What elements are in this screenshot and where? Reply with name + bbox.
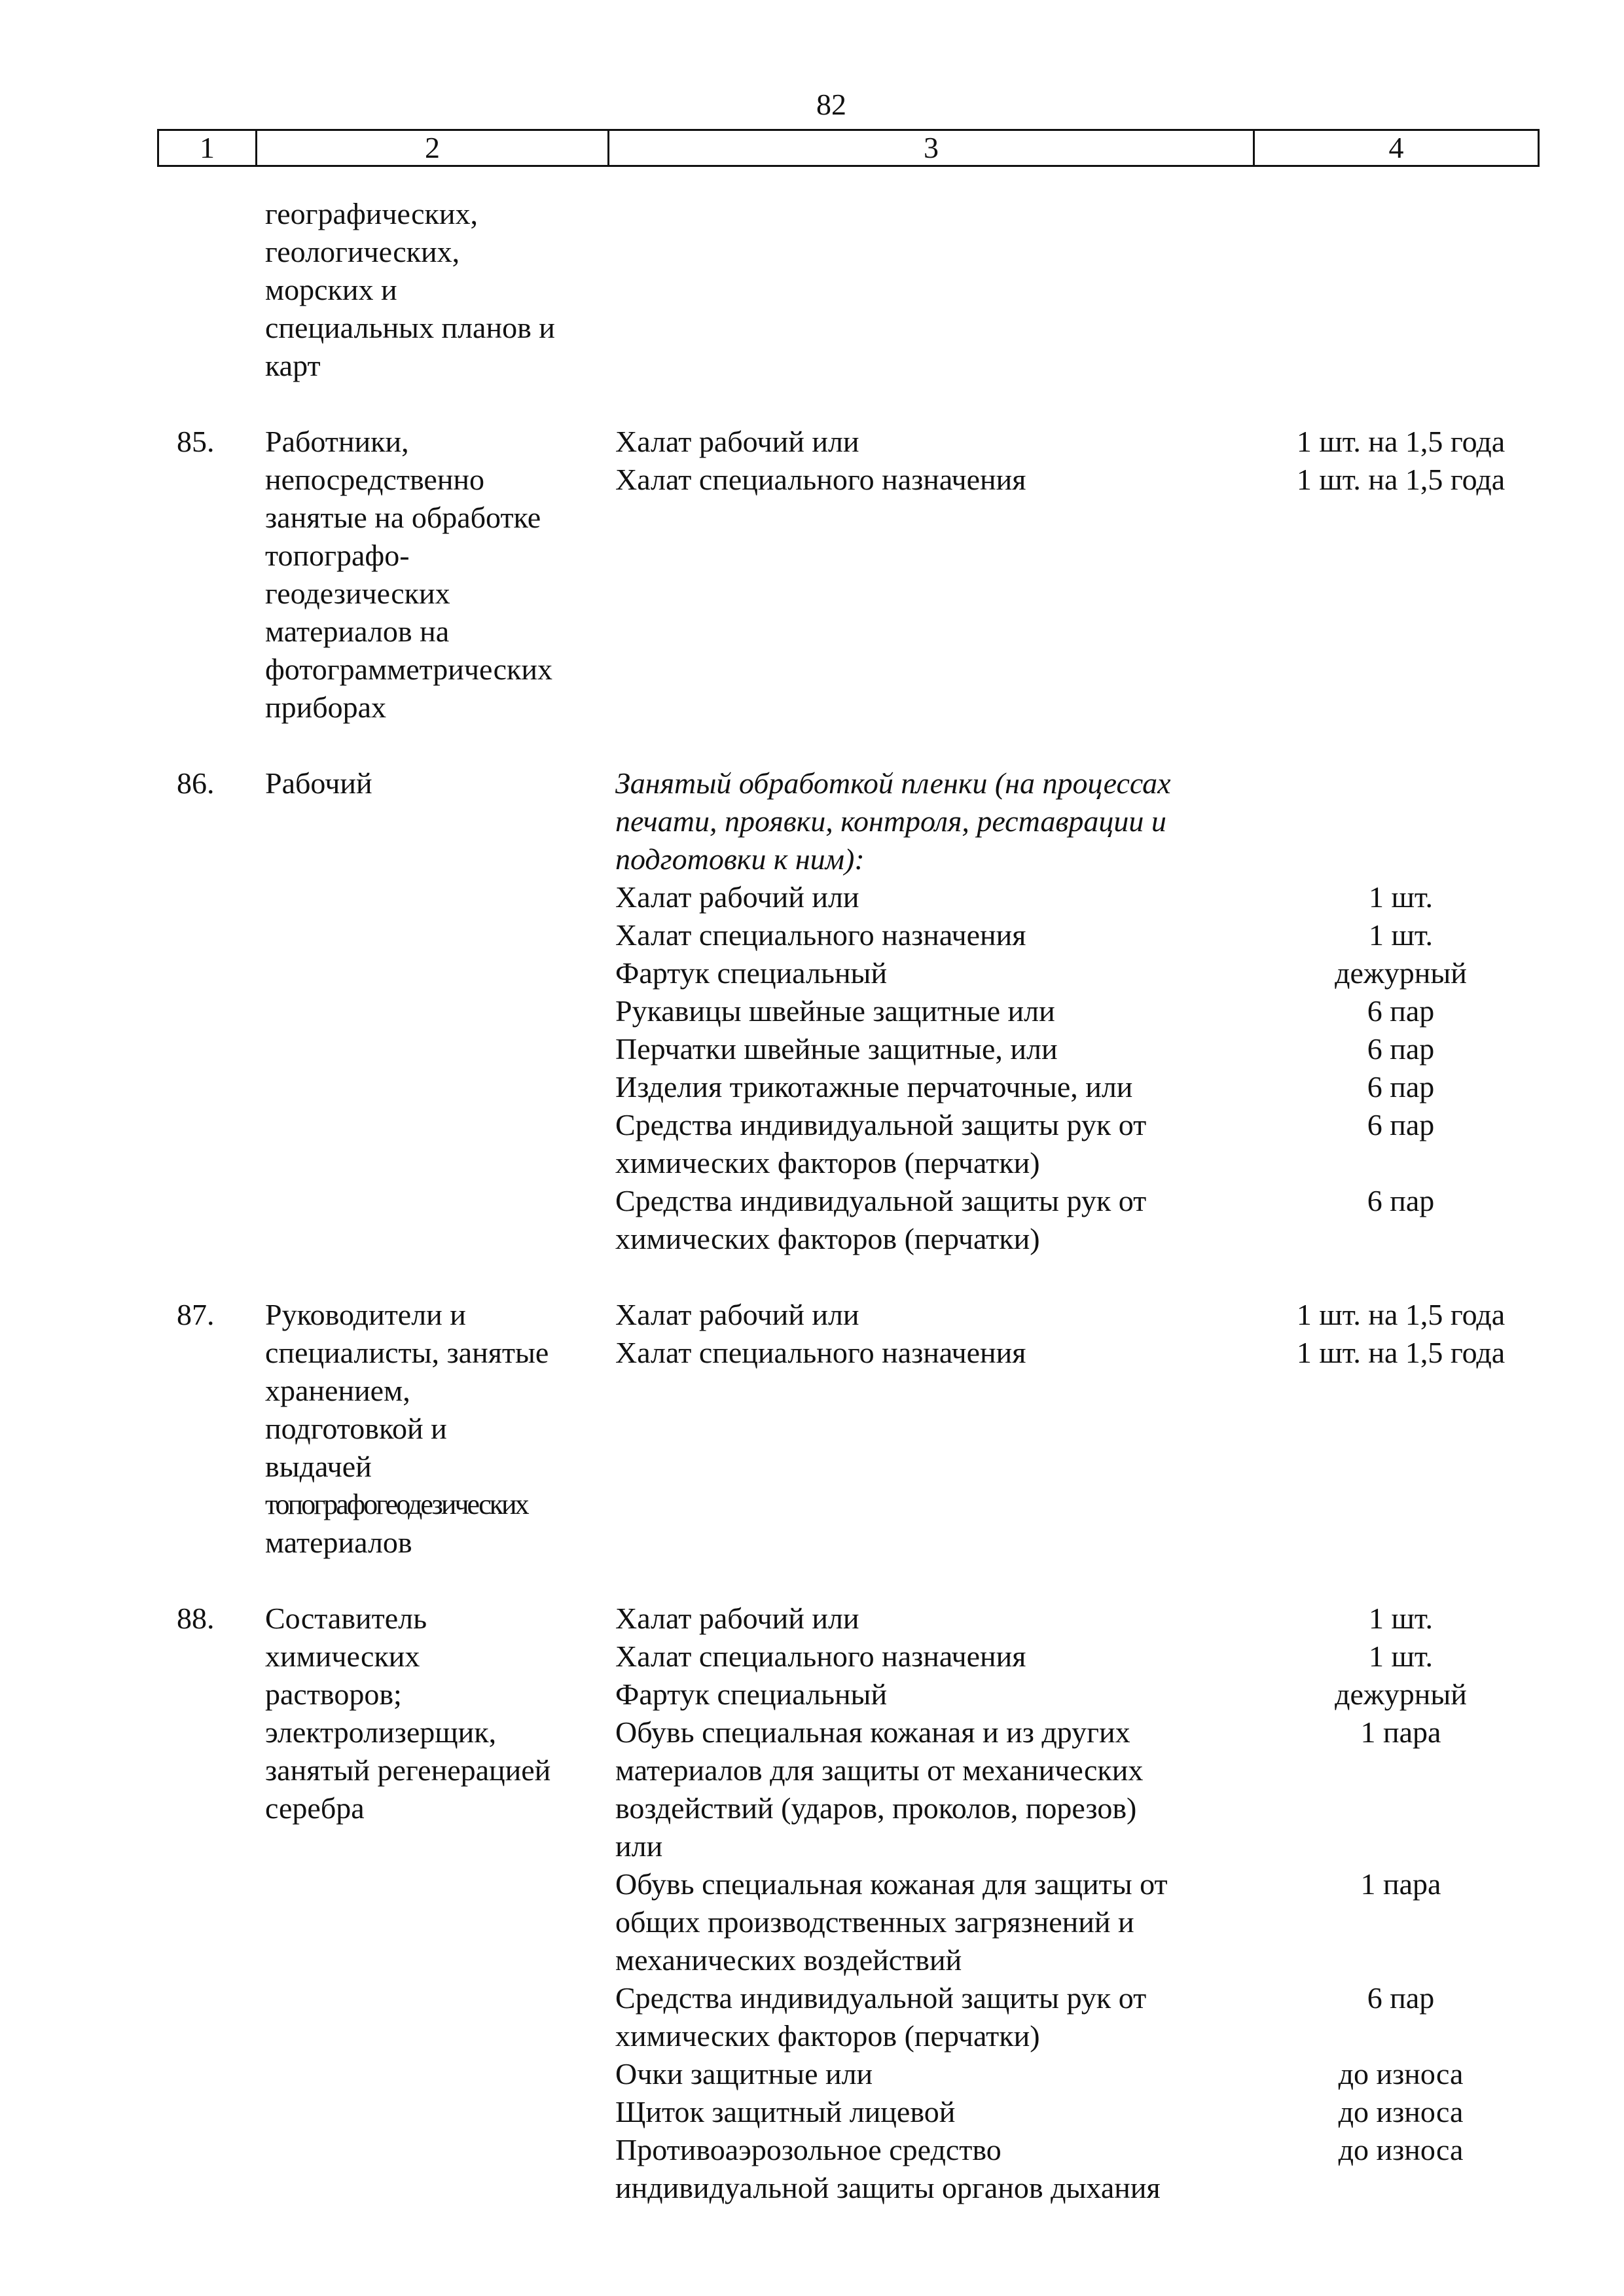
equipment-quantity: 1 шт. на 1,5 года xyxy=(1296,425,1506,458)
title-line: хранением, xyxy=(265,1374,410,1407)
equipment-name-line: воздействий (ударов, проколов, порезов) xyxy=(615,1791,1137,1825)
entry-title xyxy=(265,195,592,385)
title-line: морских и xyxy=(265,273,397,306)
table-row xyxy=(0,764,1624,1258)
equipment-name xyxy=(615,1600,1270,1638)
equipment-item xyxy=(615,2093,1545,2131)
title-line: подготовкой и xyxy=(265,1412,447,1445)
table-body xyxy=(0,195,1624,2245)
equipment-item xyxy=(615,423,1545,461)
equipment-name-line: Фартук специальный xyxy=(615,956,888,990)
equipment-name xyxy=(615,1296,1270,1334)
equipment-quantity: 1 шт. xyxy=(1368,918,1434,952)
equipment-item xyxy=(615,2131,1545,2207)
equipment-quantity: 6 пар xyxy=(1367,1032,1435,1066)
equipment-quantity: 1 шт. xyxy=(1368,880,1434,914)
title-line: электролизерщик, xyxy=(265,1715,497,1749)
title-line: химических xyxy=(265,1640,420,1673)
equipment-name-line: Рукавицы швейные защитные или xyxy=(615,994,1055,1028)
title-line: топографо- xyxy=(265,539,410,572)
equipment-name-line: Халат специального назначения xyxy=(615,918,1026,952)
row-profession xyxy=(265,1600,592,1827)
row-items xyxy=(615,1600,1545,2207)
column-header-row xyxy=(157,129,1540,167)
title-line: Составитель xyxy=(265,1602,427,1635)
equipment-name-line: Халат специального назначения xyxy=(615,1336,1026,1369)
equipment-item xyxy=(615,1334,1545,1372)
title-line: карт xyxy=(265,349,321,382)
equipment-item xyxy=(615,1638,1545,1676)
equipment-item xyxy=(615,1865,1545,1979)
equipment-name xyxy=(615,1106,1270,1182)
equipment-name-line: Средства индивидуальной защиты рук от xyxy=(615,1184,1147,1217)
column-header-1: 1 xyxy=(159,131,257,165)
equipment-name-line: Халат рабочий или xyxy=(615,425,859,458)
equipment-item xyxy=(615,1979,1545,2055)
title-line: геологических, xyxy=(265,235,460,268)
equipment-name-line: химических факторов (перчатки) xyxy=(615,1146,1040,1179)
row-items xyxy=(615,764,1545,1258)
equipment-quantity: 1 шт. xyxy=(1368,1602,1434,1635)
title-line: занятые на обработке xyxy=(265,501,541,534)
row-profession xyxy=(265,423,592,726)
title-line: занятый регенерацией xyxy=(265,1753,551,1787)
equipment-name xyxy=(615,954,1270,992)
row-profession xyxy=(265,1296,592,1562)
equipment-name-line: общих производственных загрязнений и xyxy=(615,1905,1134,1939)
title-line: Рабочий xyxy=(265,766,372,800)
equipment-name-line: Халат рабочий или xyxy=(615,1602,859,1635)
equipment-name-line: Обувь специальная кожаная и из других xyxy=(615,1715,1130,1749)
equipment-name xyxy=(615,1979,1270,2055)
equipment-item xyxy=(615,1106,1545,1182)
equipment-item xyxy=(615,1068,1545,1106)
equipment-name xyxy=(615,1030,1270,1068)
equipment-name-line: химических факторов (перчатки) xyxy=(615,2019,1040,2053)
equipment-name xyxy=(615,916,1270,954)
equipment-quantity: дежурный xyxy=(1335,1677,1467,1711)
equipment-quantity: до износа xyxy=(1338,2095,1464,2128)
equipment-name-line: Обувь специальная кожаная для защиты от xyxy=(615,1867,1168,1901)
table-row xyxy=(0,1296,1624,1562)
equipment-quantity: 6 пар xyxy=(1367,994,1435,1028)
row-note xyxy=(615,764,1270,878)
equipment-quantity: 6 пар xyxy=(1367,1184,1435,1217)
equipment-name-line: индивидуальной защиты органов дыхания xyxy=(615,2171,1161,2204)
equipment-item xyxy=(615,1713,1545,1865)
row-items xyxy=(615,1296,1545,1372)
equipment-name xyxy=(615,1713,1270,1865)
equipment-name-line: Халат специального назначения xyxy=(615,463,1026,496)
row-profession xyxy=(265,764,592,802)
title-line: геодезических xyxy=(265,577,450,610)
equipment-item xyxy=(615,916,1545,954)
equipment-name xyxy=(615,1676,1270,1713)
equipment-name-line: Халат рабочий или xyxy=(615,880,859,914)
title-line: непосредственно xyxy=(265,463,485,496)
equipment-quantity: до износа xyxy=(1338,2057,1464,2090)
title-line: серебра xyxy=(265,1791,365,1825)
equipment-name xyxy=(615,1638,1270,1676)
title-line: топографогеодезических xyxy=(265,1488,528,1520)
title-line: материалов xyxy=(265,1526,412,1559)
equipment-name-line: Щиток защитный лицевой xyxy=(615,2095,956,2128)
note-line: печати, проявки, контроля, реставрации и xyxy=(615,804,1166,838)
equipment-name-line: Противоаэрозольное средство xyxy=(615,2133,1001,2166)
equipment-item xyxy=(615,1296,1545,1334)
title-line: фотограмметрических xyxy=(265,653,552,686)
equipment-name-line: Халат специального назначения xyxy=(615,1640,1026,1673)
note-line: подготовки к ним): xyxy=(615,842,865,876)
equipment-name-line: Халат рабочий или xyxy=(615,1298,859,1331)
equipment-item xyxy=(615,954,1545,992)
equipment-name-line: химических факторов (перчатки) xyxy=(615,1222,1040,1255)
title-line: Руководители и xyxy=(265,1298,466,1331)
title-line: материалов на xyxy=(265,615,450,648)
equipment-quantity: 1 шт. на 1,5 года xyxy=(1296,1298,1506,1331)
equipment-name xyxy=(615,423,1270,461)
note-line: Занятый обработкой пленки (на процессах xyxy=(615,766,1171,800)
equipment-item xyxy=(615,1676,1545,1713)
row-number: 88. xyxy=(177,1602,215,1635)
equipment-name-line: Изделия трикотажные перчаточные, или xyxy=(615,1070,1133,1103)
equipment-quantity: 1 пара xyxy=(1360,1867,1441,1901)
equipment-name-line: Средства индивидуальной защиты рук от xyxy=(615,1981,1147,2015)
equipment-quantity: 6 пар xyxy=(1367,1981,1435,2015)
equipment-item xyxy=(615,1182,1545,1258)
equipment-quantity: 1 шт. на 1,5 года xyxy=(1296,463,1506,496)
table-row xyxy=(0,1600,1624,2207)
row-number: 85. xyxy=(177,425,215,458)
equipment-name-line: Очки защитные или xyxy=(615,2057,873,2090)
table-row xyxy=(0,423,1624,726)
continuation-entry xyxy=(0,195,1624,385)
equipment-item xyxy=(615,878,1545,916)
equipment-quantity: 6 пар xyxy=(1367,1070,1435,1103)
title-line: растворов; xyxy=(265,1677,402,1711)
row-number: 87. xyxy=(177,1298,215,1331)
title-line: выдачей xyxy=(265,1450,372,1483)
equipment-name-line: механических воздействий xyxy=(615,1943,962,1977)
equipment-name-line: Фартук специальный xyxy=(615,1677,888,1711)
equipment-item xyxy=(615,1600,1545,1638)
equipment-name xyxy=(615,1182,1270,1258)
equipment-quantity: 6 пар xyxy=(1367,1108,1435,1141)
equipment-name xyxy=(615,1068,1270,1106)
equipment-name xyxy=(615,1865,1270,1979)
row-number: 86. xyxy=(177,766,215,800)
equipment-name xyxy=(615,2131,1270,2207)
equipment-name xyxy=(615,461,1270,499)
equipment-name xyxy=(615,2093,1270,2131)
column-header-3: 3 xyxy=(609,131,1255,165)
equipment-quantity: до износа xyxy=(1338,2133,1464,2166)
column-header-2: 2 xyxy=(257,131,609,165)
equipment-quantity: дежурный xyxy=(1335,956,1467,990)
title-line: приборах xyxy=(265,691,387,724)
equipment-name xyxy=(615,992,1270,1030)
equipment-name xyxy=(615,2055,1270,2093)
equipment-name-line: Средства индивидуальной защиты рук от xyxy=(615,1108,1147,1141)
equipment-name-line: или xyxy=(615,1829,663,1863)
title-line: географических, xyxy=(265,197,478,230)
equipment-quantity: 1 шт. на 1,5 года xyxy=(1296,1336,1506,1369)
equipment-name xyxy=(615,1334,1270,1372)
column-header-4: 4 xyxy=(1388,131,1404,164)
row-items xyxy=(615,423,1545,499)
equipment-name-line: материалов для защиты от механических xyxy=(615,1753,1144,1787)
title-line: специалисты, занятые xyxy=(265,1336,549,1369)
equipment-quantity: 1 пара xyxy=(1360,1715,1441,1749)
equipment-item xyxy=(615,461,1545,499)
equipment-item xyxy=(615,992,1545,1030)
equipment-name-line: Перчатки швейные защитные, или xyxy=(615,1032,1058,1066)
equipment-quantity: 1 шт. xyxy=(1368,1640,1434,1673)
page-number: 82 xyxy=(816,88,846,121)
title-line: Работники, xyxy=(265,425,409,458)
equipment-name xyxy=(615,878,1270,916)
title-line: специальных планов и xyxy=(265,311,555,344)
equipment-item xyxy=(615,2055,1545,2093)
equipment-item xyxy=(615,1030,1545,1068)
